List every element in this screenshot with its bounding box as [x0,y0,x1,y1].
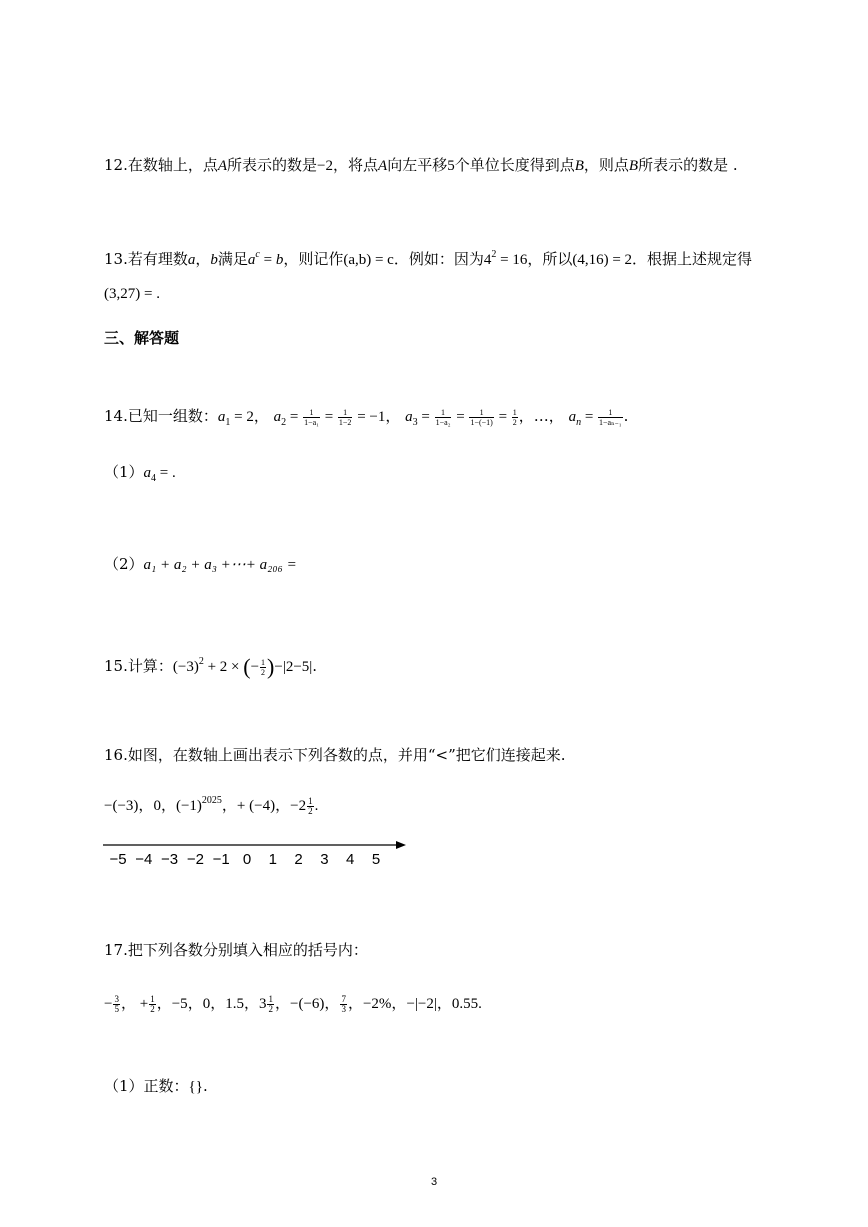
question-14-part-1: $(1)a_4$ = . [104,463,176,484]
fraction: $\frac{1}{2}$ [150,994,155,1015]
number-line-tick-label: 3 [320,851,329,868]
number-line [100,836,420,876]
question-15: 15.计算：$(-3)^2 + 2$ × (− $\frac{1}{2}$ )−|2−5|. [104,654,318,679]
question-17-part-1: （1）正数：{}. [104,1077,208,1095]
fraction: $\frac{1}{\text{1−a₂}}$ [435,407,451,427]
question-13-line2: (3,27) = . [104,286,160,302]
question-13: 13.若有理数a，b满足$a^c = b$，则记作(a,b) = c．例如：因为$4^2 = 16$，所以(4,16) = 2．根据上述规定得 [104,249,753,268]
number-line-tick-label: 2 [294,851,303,868]
number-line-tick-label: −1 [212,851,230,868]
page-number: 3 [430,1176,438,1188]
number-line-tick-label: 5 [371,851,381,868]
number-line-tick-label: −3 [161,851,179,868]
number-line-tick-label: 1 [268,851,277,868]
fraction: $\frac{1}{\text{1−aₙ₋₁}}$ [599,407,622,427]
question-14-part-2: （2）a₁ + a₂ + a₃ +⋯+ a₂₀₆ = [104,555,297,573]
fraction: $\frac{7}{3}$ [341,994,346,1015]
fraction: $\frac{3}{5}$ [114,994,119,1015]
number-line-arrow-icon [396,841,406,849]
question-16: 16.如图，在数轴上画出表示下列各数的点，并用“<”把它们连接起来. [104,746,566,764]
number-line-tick-label: 0 [242,851,252,868]
section-title: 三、解答题 [104,329,180,347]
question-17: 17.把下列各数分别填入相应的括号内： [104,941,368,959]
fraction: $\frac{1}{1-(-1)}$ [470,407,493,427]
fraction: $\frac{1}{2}$ [512,407,517,427]
question-12: 12.在数轴上，点A所表示的数是−2，将点A向左平移5个单位长度得到点B，则点B所表示的数是 . [104,156,738,174]
fraction: $\frac{1}{2}$ [268,994,273,1015]
number-line-tick-label: −4 [135,851,153,868]
number-line-tick-label: −5 [109,851,127,868]
number-line-tick-label: −2 [186,851,204,868]
fraction: $\frac{1}{\text{1−a₁}}$ [304,407,319,427]
fraction: $\frac{1}{1-2}$ [338,407,352,427]
question-14: 14.已知一组数：$a_1 = 2$， $a_2$ = $\frac{1}{\text{1−a₁}}$ = $\frac{1}{1-2}$ = −1， $a_3$ = $\frac{1}{\text{1−a₂}}$ = $\frac{1}{1-(-1)}$ = $\frac{1}{2}$ ，…， $a_n$ = $\frac{1}{\text{1−aₙ₋₁}}$ . [104,407,629,428]
fraction: $\frac{1}{2}$ [308,796,313,817]
number-line-tick-label: 4 [346,851,355,868]
question-17-numbers: − $\frac{3}{5}$ ， + $\frac{1}{2}$ ，−5，0，1.5，3 $\frac{1}{2}$ ，−(−6)， $\frac{7}{3}$ ，−2%，−|−2|，0.55. [104,994,482,1015]
question-16-numbers: −(−3)，0，$(-1)^{2025}$，+ (−4)，−2 $\frac{1}{2}$ . [104,795,319,817]
fraction: $\frac{1}{2}$ [261,657,266,677]
